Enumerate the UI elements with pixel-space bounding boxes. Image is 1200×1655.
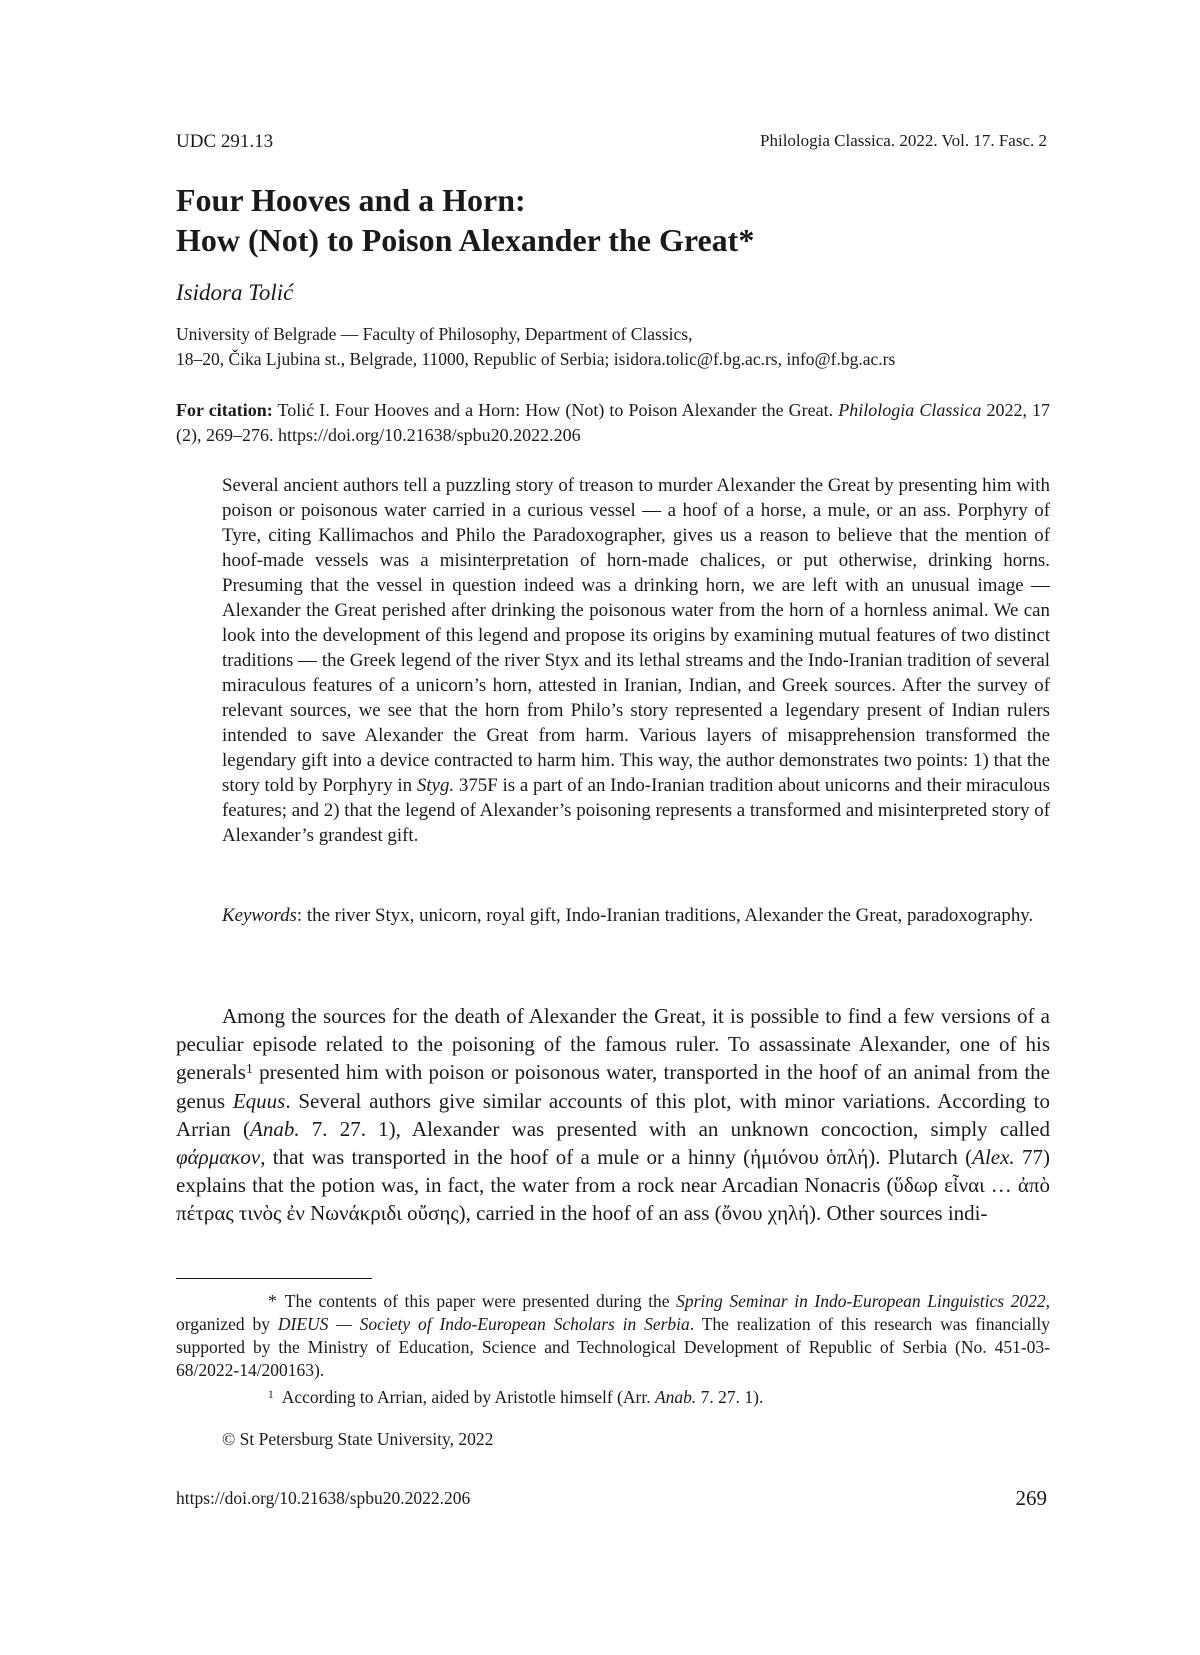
abstract — [222, 473, 1050, 848]
footnote-star — [176, 1290, 1050, 1382]
journal-header: Philologia Classica. 2022. Vol. 17. Fasc. 2 — [760, 131, 1047, 150]
body-paragraph — [176, 1002, 1050, 1228]
title-line-2: How (Not) to Poison Alexander the Great* — [176, 222, 755, 258]
footnote-star-text-1: The contents of this paper were presented during the — [284, 1291, 677, 1311]
title-line-1: Four Hooves and a Horn: — [176, 182, 526, 218]
footnote-ref-1[interactable]: 1 — [245, 1061, 253, 1077]
footnote-star-text-2: , organized by — [176, 1291, 1050, 1334]
keywords-text: : the river Styx, unicorn, royal gift, Indo-Iranian traditions, Alexander the Great, paradoxography. — [296, 905, 1034, 926]
keywords-label: Keywords — [222, 905, 297, 926]
citation-text: Tolić I. Four Hooves and a Horn: How (Not) to Poison Alexander the Great. — [277, 400, 834, 420]
citation-journal: Philologia Classica — [838, 400, 982, 420]
body-text-4: 7. 27. 1), Alexander was presented with an unknown concoction, simply called — [299, 1116, 1050, 1141]
footer-doi-link[interactable]: https://doi.org/10.21638/spbu20.2022.206 — [176, 1488, 471, 1508]
abstract-text-2: 375F is a part of an Indo-Iranian tradition about unicorns and their miraculous features; and 2) that the legend of Alexander’s poisoning represents a transformed and misinterpreted story of Alexander’s grandest gift. — [222, 775, 1050, 846]
affiliation-line-2: 18–20, Čika Ljubina st., Belgrade, 11000, Republic of Serbia; isidora.tolic@f.bg.ac.rs, info@f.bg.ac.rs — [176, 349, 896, 369]
article-title — [176, 180, 1056, 260]
citation-rest: 2022, 17 (2), 269–276. https://doi.org/10.21638/spbu20.2022.206 — [176, 400, 1051, 445]
footnote-1: $^1$ According to Arrian, aided by Aristotle himself (Arr. Anab. 7. 27. 1). — [268, 1387, 764, 1407]
footnote-star-event: Spring Seminar in Indo-European Linguistics 2022 — [676, 1291, 1046, 1311]
affiliation — [176, 322, 1056, 372]
body-alex: Alex. — [972, 1145, 1015, 1170]
footnote-1-anab: Anab. — [654, 1387, 697, 1407]
body-pharmakon: φάρμακον — [176, 1145, 261, 1170]
abstract-styg: Styg. — [416, 775, 455, 796]
page-number: 269 — [1015, 1486, 1047, 1510]
body-anab: Anab. — [250, 1116, 300, 1141]
copyright-notice: © St Petersburg State University, 2022 — [222, 1429, 494, 1449]
udc-code: UDC 291.13 — [176, 131, 274, 152]
affiliation-line-1: University of Belgrade — Faculty of Philosophy, Department of Classics, — [176, 324, 693, 344]
citation-block — [176, 398, 1050, 448]
abstract-text-1: Several ancient authors tell a puzzling story of treason to murder Alexander the Great by presenting him with poison or poisonous water carried in a curious vessel — a hoof of a horse, a mule, or an ass. Porphyry of Tyre, citing Kallimachos and Philo the Paradoxographer, gives us a reason to believe that the mention of hoof-made vessels was a misinterpretation of horn-made chalices, or put otherwise, drinking horns. Presuming that the vessel in question indeed was a drinking horn, we are left with an unusual image — Alexander the Great perished after drinking the poisonous water from the horn of a hornless animal. We can look into the development of this legend and propose its origins by examining mutual features of two distinct traditions — the Greek legend of the river Styx and its lethal streams and the Indo-Iranian tradition of several miraculous features of a unicorn’s horn, attested in Iranian, Indian, and Greek sources. After the survey of relevant sources, we see that the horn from Philo’s story represented a legendary present of Indian rulers intended to save Alexander the Great from harm. Various layers of misapprehension transformed the legendary gift into a device contracted to harm him. This way, the author demonstrates two points: 1) that the story told by Porphyry in — [222, 475, 1050, 796]
author-name: Isidora Tolić — [176, 280, 294, 305]
body-text-1: Among the sources for the death of Alexander the Great, it is possible to find a few versions of a peculiar episode related to the poisoning of the famous ruler. To assassinate Alexander, one of his generals — [176, 1004, 1050, 1085]
citation-label: For citation: — [176, 400, 273, 420]
footnote-1-text-2: 7. 27. 1). — [696, 1387, 764, 1407]
body-equus: Equus — [232, 1088, 286, 1113]
body-text-2: presented him with poison or poisonous water, transported in the hoof of an animal from the genus — [176, 1060, 1050, 1113]
footnote-1-text-1: According to Arrian, aided by Aristotle himself (Arr. — [281, 1387, 655, 1407]
body-text-3: . Several authors give similar accounts of this plot, with minor variations. According to Arrian ( — [176, 1088, 1050, 1141]
keywords — [222, 903, 1050, 928]
footnote-star-mark: * — [268, 1291, 277, 1311]
footnote-star-org: DIEUS — Society of Indo-European Scholars in Serbia — [277, 1314, 690, 1334]
body-text-5: , that was transported in the hoof of a mule or a hinny (ἡμιόνου ὁπλή). Plutarch ( — [260, 1145, 973, 1170]
footnote-divider — [176, 1278, 372, 1279]
body-text-6: 77) explains that the potion was, in fact, the water from a rock near Arcadian Nonacris (ὕδωρ εἶναι … ἀπὸ πέτρας τινὸς ἐν Νωνάκριδι οὔσης), carried in the hoof of an ass (ὄνου χηλή). Other sources indi- — [176, 1145, 1050, 1226]
footnote-star-text-3: . The realization of this research was financially supported by the Ministry of Education, Science and Technological Development of Republic of Serbia (No. 451-03-68/2022-14/200163). — [176, 1314, 1050, 1380]
